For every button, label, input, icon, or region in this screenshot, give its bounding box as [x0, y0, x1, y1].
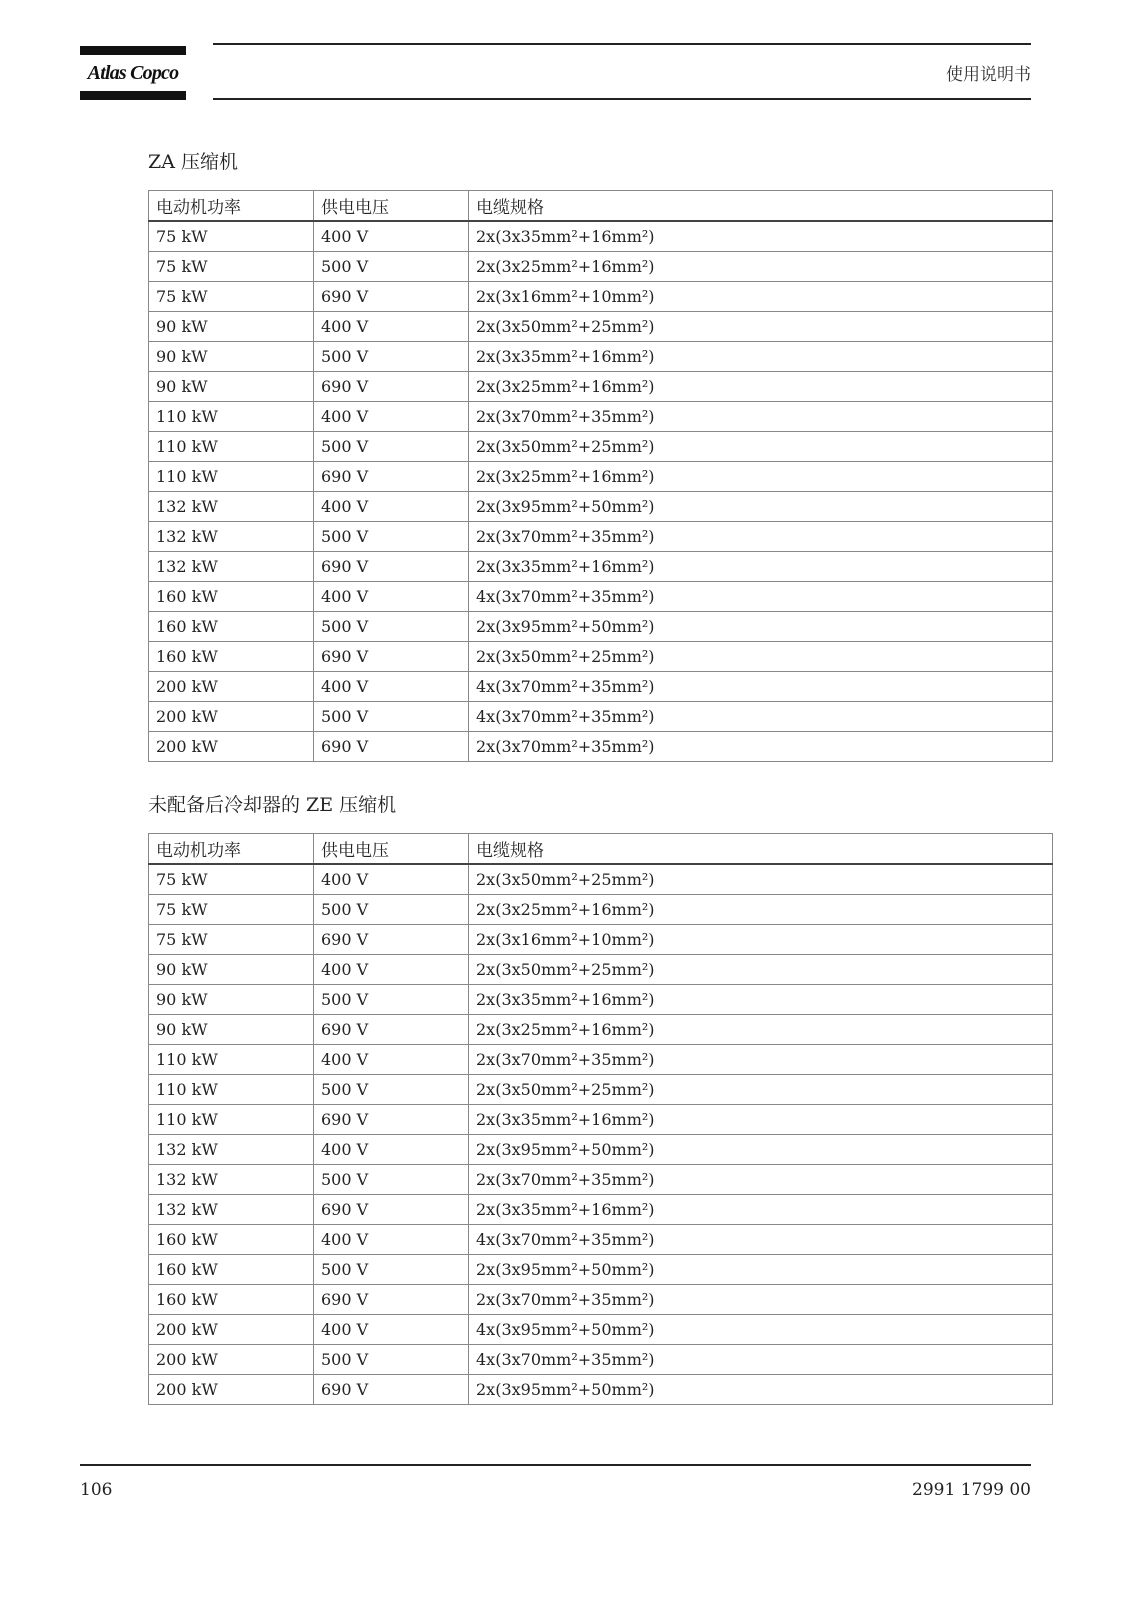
logo-bar-top: [80, 46, 186, 55]
table-row: [149, 1015, 1053, 1045]
table-row: [149, 672, 1053, 702]
table-row: [149, 732, 1053, 762]
logo-wordmark: Atlas Copco: [87, 62, 179, 84]
cell-cable-spec: 4x(3x95mm²+50mm²): [469, 1315, 1053, 1345]
cell-motor-power: 75 kW: [149, 864, 314, 895]
table-row: [149, 985, 1053, 1015]
cell-supply-voltage: 500 V: [314, 895, 469, 925]
logo-bar-bottom: [80, 91, 186, 100]
header-rule-top: [213, 43, 1031, 45]
table-body: [149, 864, 1053, 1405]
cell-motor-power: 200 kW: [149, 1315, 314, 1345]
section-title-za: ZA 压缩机: [148, 151, 238, 173]
cell-cable-spec: 2x(3x70mm²+35mm²): [469, 732, 1053, 762]
cell-cable-spec: 2x(3x16mm²+10mm²): [469, 925, 1053, 955]
table-row: [149, 1165, 1053, 1195]
cell-supply-voltage: 400 V: [314, 1045, 469, 1075]
cell-motor-power: 110 kW: [149, 1105, 314, 1135]
cell-supply-voltage: 690 V: [314, 642, 469, 672]
cell-supply-voltage: 690 V: [314, 732, 469, 762]
cell-cable-spec: 2x(3x25mm²+16mm²): [469, 462, 1053, 492]
cell-supply-voltage: 500 V: [314, 432, 469, 462]
table-row: [149, 1105, 1053, 1135]
cell-motor-power: 75 kW: [149, 221, 314, 252]
table-row: [149, 1195, 1053, 1225]
cell-motor-power: 200 kW: [149, 1375, 314, 1405]
cell-supply-voltage: 690 V: [314, 925, 469, 955]
cell-cable-spec: 4x(3x70mm²+35mm²): [469, 582, 1053, 612]
document-number: 2991 1799 00: [912, 1480, 1031, 1500]
table-header-row: [149, 834, 1053, 865]
cell-supply-voltage: 690 V: [314, 1285, 469, 1315]
cell-cable-spec: 2x(3x95mm²+50mm²): [469, 1255, 1053, 1285]
column-header-cable-spec: 电缆规格: [469, 191, 1053, 222]
cell-cable-spec: 2x(3x95mm²+50mm²): [469, 1375, 1053, 1405]
table-row: [149, 864, 1053, 895]
table-row: [149, 342, 1053, 372]
cell-supply-voltage: 690 V: [314, 1015, 469, 1045]
column-header-cable-spec: 电缆规格: [469, 834, 1053, 865]
cell-motor-power: 90 kW: [149, 312, 314, 342]
cell-supply-voltage: 400 V: [314, 582, 469, 612]
table-row: [149, 642, 1053, 672]
cell-motor-power: 90 kW: [149, 342, 314, 372]
table-row: [149, 1315, 1053, 1345]
table-row: [149, 282, 1053, 312]
cell-supply-voltage: 500 V: [314, 1345, 469, 1375]
cell-motor-power: 75 kW: [149, 282, 314, 312]
table-row: [149, 462, 1053, 492]
cell-supply-voltage: 400 V: [314, 492, 469, 522]
table-row: [149, 492, 1053, 522]
cell-cable-spec: 2x(3x70mm²+35mm²): [469, 1165, 1053, 1195]
cell-cable-spec: 4x(3x70mm²+35mm²): [469, 672, 1053, 702]
cell-cable-spec: 2x(3x35mm²+16mm²): [469, 1105, 1053, 1135]
cell-motor-power: 90 kW: [149, 1015, 314, 1045]
document-type-label: 使用说明书: [946, 65, 1031, 85]
cell-motor-power: 160 kW: [149, 1255, 314, 1285]
table-row: [149, 895, 1053, 925]
cell-supply-voltage: 400 V: [314, 864, 469, 895]
cell-motor-power: 132 kW: [149, 522, 314, 552]
cell-motor-power: 75 kW: [149, 895, 314, 925]
cell-cable-spec: 4x(3x70mm²+35mm²): [469, 1225, 1053, 1255]
table-row: [149, 702, 1053, 732]
cell-cable-spec: 2x(3x50mm²+25mm²): [469, 864, 1053, 895]
cell-supply-voltage: 690 V: [314, 372, 469, 402]
cell-supply-voltage: 690 V: [314, 1375, 469, 1405]
cell-cable-spec: 2x(3x25mm²+16mm²): [469, 252, 1053, 282]
page-number: 106: [80, 1480, 113, 1500]
cell-supply-voltage: 690 V: [314, 552, 469, 582]
table-row: [149, 1135, 1053, 1165]
cell-supply-voltage: 500 V: [314, 522, 469, 552]
cell-motor-power: 132 kW: [149, 1135, 314, 1165]
cell-motor-power: 160 kW: [149, 1225, 314, 1255]
table-row: [149, 1375, 1053, 1405]
table-row: [149, 582, 1053, 612]
table-row: [149, 312, 1053, 342]
table-row: [149, 402, 1053, 432]
table-row: [149, 1045, 1053, 1075]
cell-supply-voltage: 400 V: [314, 221, 469, 252]
cell-cable-spec: 2x(3x70mm²+35mm²): [469, 1045, 1053, 1075]
cell-cable-spec: 4x(3x70mm²+35mm²): [469, 1345, 1053, 1375]
cell-motor-power: 132 kW: [149, 1195, 314, 1225]
table-row: [149, 1255, 1053, 1285]
cell-supply-voltage: 500 V: [314, 612, 469, 642]
cell-cable-spec: 2x(3x95mm²+50mm²): [469, 1135, 1053, 1165]
cell-supply-voltage: 400 V: [314, 672, 469, 702]
cell-motor-power: 132 kW: [149, 552, 314, 582]
cell-cable-spec: 2x(3x25mm²+16mm²): [469, 372, 1053, 402]
cell-cable-spec: 4x(3x70mm²+35mm²): [469, 702, 1053, 732]
cell-cable-spec: 2x(3x35mm²+16mm²): [469, 985, 1053, 1015]
table-row: [149, 372, 1053, 402]
cable-spec-table-za: [148, 190, 1053, 762]
table-row: [149, 955, 1053, 985]
cell-motor-power: 110 kW: [149, 462, 314, 492]
section-title-ze: 未配备后冷却器的 ZE 压缩机: [148, 794, 397, 816]
cell-supply-voltage: 690 V: [314, 462, 469, 492]
footer-rule: [80, 1464, 1031, 1466]
cell-motor-power: 110 kW: [149, 432, 314, 462]
cell-cable-spec: 2x(3x50mm²+25mm²): [469, 642, 1053, 672]
cell-motor-power: 90 kW: [149, 372, 314, 402]
table-row: [149, 1345, 1053, 1375]
cell-supply-voltage: 400 V: [314, 312, 469, 342]
cell-motor-power: 160 kW: [149, 582, 314, 612]
cell-motor-power: 160 kW: [149, 642, 314, 672]
cell-cable-spec: 2x(3x70mm²+35mm²): [469, 522, 1053, 552]
table-header-row: [149, 191, 1053, 222]
cell-motor-power: 160 kW: [149, 1285, 314, 1315]
cell-motor-power: 132 kW: [149, 492, 314, 522]
cell-motor-power: 200 kW: [149, 732, 314, 762]
cell-supply-voltage: 500 V: [314, 342, 469, 372]
cell-cable-spec: 2x(3x35mm²+16mm²): [469, 342, 1053, 372]
cell-cable-spec: 2x(3x50mm²+25mm²): [469, 955, 1053, 985]
cell-supply-voltage: 500 V: [314, 1075, 469, 1105]
cell-motor-power: 75 kW: [149, 252, 314, 282]
cell-cable-spec: 2x(3x70mm²+35mm²): [469, 1285, 1053, 1315]
column-header-supply-voltage: 供电电压: [314, 834, 469, 865]
cell-supply-voltage: 400 V: [314, 955, 469, 985]
cell-cable-spec: 2x(3x95mm²+50mm²): [469, 612, 1053, 642]
column-header-supply-voltage: 供电电压: [314, 191, 469, 222]
cell-motor-power: 90 kW: [149, 955, 314, 985]
cable-spec-table-ze: [148, 833, 1053, 1405]
cell-supply-voltage: 500 V: [314, 252, 469, 282]
table-row: [149, 1075, 1053, 1105]
table-row: [149, 552, 1053, 582]
cell-supply-voltage: 400 V: [314, 402, 469, 432]
cell-supply-voltage: 690 V: [314, 1105, 469, 1135]
table-row: [149, 221, 1053, 252]
column-header-motor-power: 电动机功率: [149, 834, 314, 865]
cell-cable-spec: 2x(3x50mm²+25mm²): [469, 312, 1053, 342]
cell-supply-voltage: 500 V: [314, 1255, 469, 1285]
cell-supply-voltage: 690 V: [314, 282, 469, 312]
cell-motor-power: 160 kW: [149, 612, 314, 642]
cell-motor-power: 75 kW: [149, 925, 314, 955]
cell-cable-spec: 2x(3x16mm²+10mm²): [469, 282, 1053, 312]
cell-cable-spec: 2x(3x35mm²+16mm²): [469, 221, 1053, 252]
table-row: [149, 612, 1053, 642]
cell-cable-spec: 2x(3x25mm²+16mm²): [469, 895, 1053, 925]
cell-motor-power: 200 kW: [149, 672, 314, 702]
cell-cable-spec: 2x(3x70mm²+35mm²): [469, 402, 1053, 432]
column-header-motor-power: 电动机功率: [149, 191, 314, 222]
cell-cable-spec: 2x(3x50mm²+25mm²): [469, 432, 1053, 462]
atlas-copco-logo: [80, 46, 186, 100]
cell-cable-spec: 2x(3x25mm²+16mm²): [469, 1015, 1053, 1045]
header-rule-bottom: [213, 98, 1031, 100]
cell-supply-voltage: 500 V: [314, 1165, 469, 1195]
cell-cable-spec: 2x(3x35mm²+16mm²): [469, 552, 1053, 582]
table-row: [149, 1225, 1053, 1255]
cell-supply-voltage: 500 V: [314, 985, 469, 1015]
table-row: [149, 925, 1053, 955]
cell-cable-spec: 2x(3x35mm²+16mm²): [469, 1195, 1053, 1225]
cell-motor-power: 200 kW: [149, 702, 314, 732]
cell-motor-power: 132 kW: [149, 1165, 314, 1195]
table-row: [149, 1285, 1053, 1315]
cell-supply-voltage: 400 V: [314, 1225, 469, 1255]
cell-motor-power: 200 kW: [149, 1345, 314, 1375]
cell-motor-power: 110 kW: [149, 1075, 314, 1105]
cell-supply-voltage: 690 V: [314, 1195, 469, 1225]
cell-cable-spec: 2x(3x50mm²+25mm²): [469, 1075, 1053, 1105]
cell-motor-power: 90 kW: [149, 985, 314, 1015]
cell-supply-voltage: 400 V: [314, 1315, 469, 1345]
table-row: [149, 522, 1053, 552]
cell-motor-power: 110 kW: [149, 1045, 314, 1075]
table-row: [149, 252, 1053, 282]
cell-supply-voltage: 400 V: [314, 1135, 469, 1165]
cell-motor-power: 110 kW: [149, 402, 314, 432]
table-body: [149, 221, 1053, 762]
cell-cable-spec: 2x(3x95mm²+50mm²): [469, 492, 1053, 522]
cell-supply-voltage: 500 V: [314, 702, 469, 732]
table-row: [149, 432, 1053, 462]
